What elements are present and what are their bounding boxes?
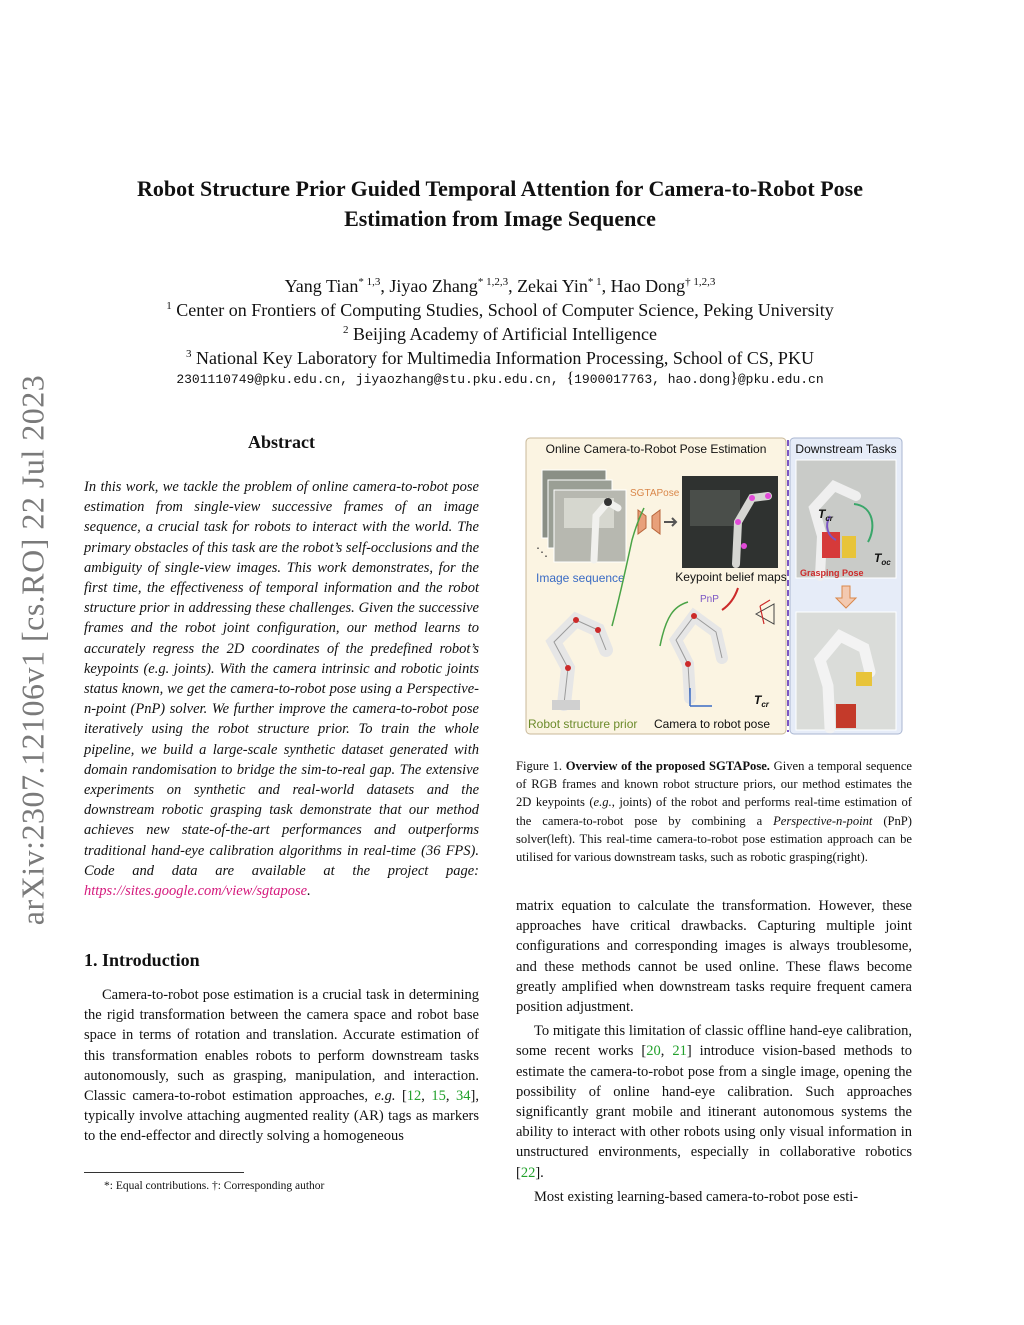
paragraph: Most existing learning-based camera-to-robot pose esti- bbox=[534, 1188, 859, 1205]
keypoint-belief-map bbox=[682, 476, 778, 568]
project-link[interactable]: https://sites.google.com/view/sgtapose bbox=[84, 883, 308, 900]
email: 2301110749@pku.edu.cn, bbox=[176, 372, 348, 387]
t-oc-label: $T_{oc}$ bbox=[874, 551, 891, 567]
affiliation-text: Beijing Academy of Artificial Intelligence bbox=[353, 324, 657, 344]
grasping-pose-label: Grasping Pose bbox=[800, 568, 864, 578]
author-name: Jiyao Zhang bbox=[389, 276, 478, 296]
paragraph-text: To mitigate this limitation of classic offline hand-eye calibration, some recent works [ bbox=[516, 1023, 912, 1060]
email: jiyaozhang@stu.pku.edu.cn, bbox=[355, 372, 559, 387]
email: 1900017763, hao.dong bbox=[574, 372, 731, 387]
caption-eg: e.g. bbox=[593, 795, 612, 810]
citation-link[interactable]: 34 bbox=[456, 1088, 471, 1105]
grasp-result-image bbox=[796, 612, 896, 730]
citation-link[interactable]: 22 bbox=[520, 1164, 536, 1181]
separator: , bbox=[445, 1088, 457, 1105]
citation-link[interactable]: 12 bbox=[406, 1088, 422, 1105]
citation-link[interactable]: 15 bbox=[431, 1088, 446, 1105]
author-list: Yang Tian$^{* 1,3}$, Jiyao Zhang$^{* 1,2,3}$, Zekai Yin$^{* 1}$, Hao Dong$^{\dagger 1,2,3}$ bbox=[284, 276, 716, 296]
paragraph bbox=[516, 1021, 912, 1183]
t-cr-label-left: $T_{cr}$ bbox=[754, 693, 769, 709]
bracket: [ bbox=[395, 1088, 407, 1105]
email: @pku.edu.cn bbox=[737, 372, 824, 387]
figure-1-caption bbox=[516, 757, 912, 866]
t-cr-label-right: $T_{cr}$ bbox=[818, 507, 833, 523]
author-marks: † 1,2,3 bbox=[685, 276, 716, 288]
caption-label: Figure 1. bbox=[516, 759, 566, 773]
title-line-1: Robot Structure Prior Guided Temporal Attention for Camera-to-Robot Pose bbox=[137, 176, 863, 201]
author-name: Zekai Yin bbox=[517, 276, 588, 296]
abstract-body bbox=[84, 477, 479, 901]
cam-to-robot-label: Camera to robot pose bbox=[653, 717, 771, 731]
author-name: Yang Tian bbox=[284, 276, 359, 296]
arxiv-id: arXiv:2307.12106v1 [cs.RO] 22 Jul 2023 bbox=[14, 374, 51, 926]
arxiv-sidebar bbox=[8, 300, 58, 1000]
robot-prior-label: Robot structure prior bbox=[528, 717, 638, 731]
figure-1-graphic bbox=[524, 436, 904, 736]
abstract-end: . bbox=[307, 883, 311, 900]
caption-pnp-italic: Perspective-n-point bbox=[773, 813, 873, 828]
affiliation-text: National Key Laboratory for Multimedia Information Processing, School of CS, PKU bbox=[196, 348, 814, 368]
brace: { bbox=[566, 370, 575, 387]
sgtapose-label: SGTAPose bbox=[630, 488, 680, 499]
affiliation-text: Center on Frontiers of Computing Studies, School of Computer Science, Peking University bbox=[176, 300, 834, 320]
citation-link[interactable]: 21 bbox=[672, 1043, 687, 1060]
intro-text: ], typically involve attaching augmented reality (AR) tags as markers to the end-effector and directly solving a homogeneous bbox=[84, 1088, 479, 1145]
eg-italic: e.g. bbox=[374, 1088, 396, 1105]
footnote-rule bbox=[84, 1172, 244, 1173]
affiliation-number: 3 bbox=[186, 348, 192, 360]
right-column-text bbox=[516, 896, 912, 1211]
author-marks: * 1,2,3 bbox=[477, 276, 509, 288]
caption-bold: Overview of the proposed SGTAPose. bbox=[565, 759, 770, 773]
caption-text: , joints) of the robot and performs real-time estimation of the camera-to-robot pose by combining a bbox=[516, 795, 912, 828]
intro-paragraph bbox=[84, 985, 479, 1147]
affiliation-number: 2 bbox=[343, 324, 349, 336]
image-sequence-label: Image sequence bbox=[536, 571, 625, 585]
caption-text: Given a temporal sequence of RGB frames and known robot structure priors, our method estimates the 2D keypoints ( bbox=[516, 759, 913, 810]
abstract-heading: Abstract bbox=[248, 432, 315, 452]
paragraph-text: ] introduce vision-based methods to estimate the camera-to-robot pose from a single image, opening the possibility of online hand-eye calibration. Such approaches significantly grant mobile and itinerant autonomous systems the ability to interact with other robots using only visual information in unstructured environments, especially in collaborative robotics [ bbox=[516, 1043, 913, 1181]
affiliation-number: 1 bbox=[166, 300, 172, 312]
separator: , bbox=[421, 1088, 432, 1105]
figure-1 bbox=[524, 436, 904, 736]
author-marks: * 1,3 bbox=[358, 276, 381, 288]
citation-link[interactable]: 20 bbox=[646, 1043, 661, 1060]
author-emails bbox=[80, 370, 920, 388]
paper-title bbox=[80, 174, 920, 234]
pnp-label: PnP bbox=[700, 594, 719, 605]
caption-text: (PnP) solver(left). This real-time camera-to-robot pose estimation approach can be utilised for various downstream tasks, such as robotic grasping(right). bbox=[516, 813, 913, 865]
paragraph-text: ]. bbox=[535, 1164, 544, 1181]
keypoint-maps-label: Keypoint belief maps bbox=[675, 570, 787, 584]
downstream-title: Downstream Tasks bbox=[795, 442, 897, 456]
online-title: Online Camera-to-Robot Pose Estimation bbox=[545, 442, 767, 456]
affiliation bbox=[80, 342, 920, 370]
section-heading-introduction: 1. Introduction bbox=[84, 950, 200, 970]
author-name: Hao Dong bbox=[610, 276, 686, 296]
abstract-text: In this work, we tackle the problem of online camera-to-robot pose estimation from single-view successive frames of an image sequence, a crucial task for robots to interact with the world. The primary obstacles of this task are the robot’s self-occlusions and the ambiguity of single-view images. This work demonstrates, for the first time, the effectiveness of temporal information and the robot structure prior in addressing these challenges. Given the successive frames and the robot joint configuration, our method learns to accurately regress the 2D coordinates of the predefined robot’s keypoints (e.g. joints). With the camera intrinsic and robotic joints status known, we get the camera-to-robot pose using a Perspective-n-point (PnP) solver. We further improve the camera-to-robot pose iteratively using the robot structure prior. To train the whole pipeline, we build a large-scale synthetic dataset generated with domain randomisation to bridge the sim-to-real gap. The extensive experiments on synthetic and real-world datasets and the downstream robotic grasping task demonstrate that our method achieves new state-of-the-art performances and outperforms traditional hand-eye calibration algorithms in real-time (36 FPS). Code and data are available at the project page: bbox=[84, 479, 479, 879]
brace: } bbox=[730, 370, 738, 387]
separator: , bbox=[660, 1043, 673, 1060]
author-marks: * 1 bbox=[587, 276, 602, 288]
paragraph: matrix equation to calculate the transformation. However, these approaches have critical drawbacks. Capturing multiple joint configurations and corresponding images is always troublesome, and these methods cannot be used online. These flaws become greatly amplified when downstream tasks require frequent camera position adjustment. bbox=[516, 898, 912, 1016]
title-line-2: Estimation from Image Sequence bbox=[344, 206, 656, 231]
intro-text: Camera-to-robot pose estimation is a crucial task in determining the rigid transformation between the camera space and robot base space in terms of rotation and translation. Accurate estimation of this transformation enables robots to perform downstream tasks autonomously, such as grasping, manipulation, and interaction. Classic camera-to-robot estimation approaches, bbox=[84, 987, 479, 1105]
sequence-dots: ⋱ bbox=[536, 545, 548, 559]
footnote: *: Equal contributions. †: Corresponding author bbox=[104, 1180, 325, 1192]
